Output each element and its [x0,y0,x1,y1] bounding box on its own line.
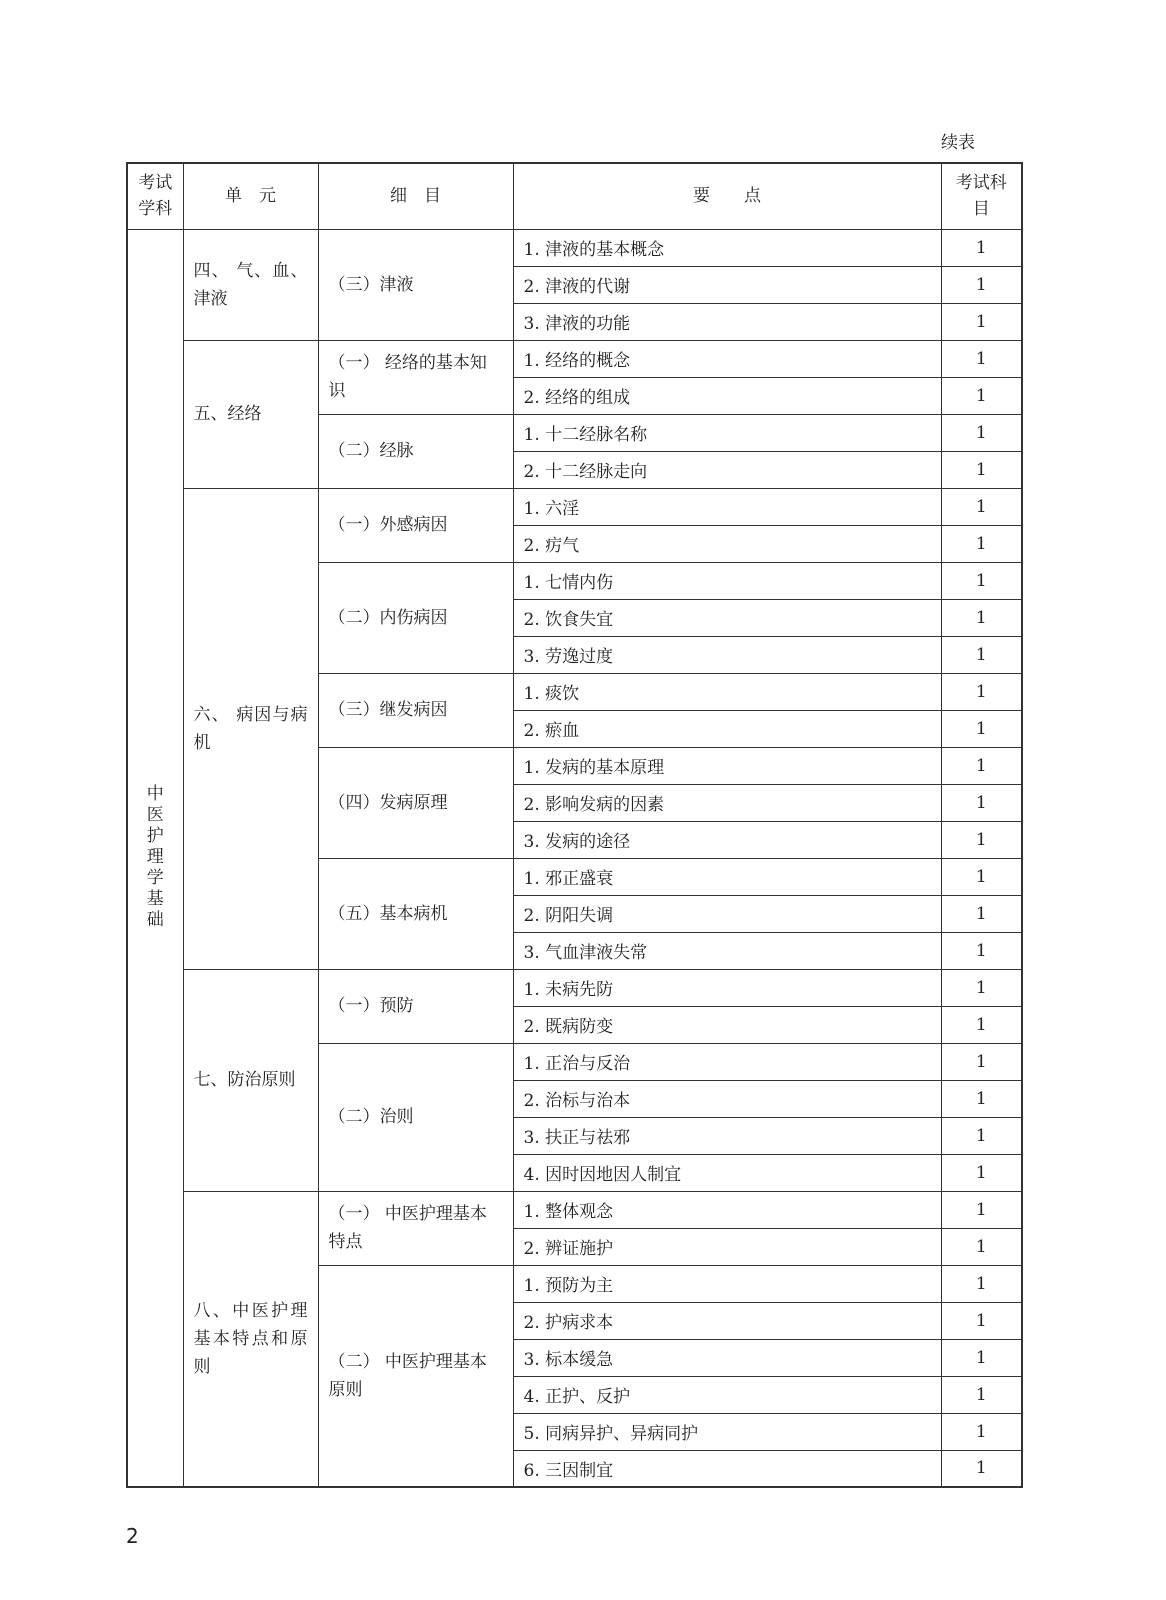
detail-cell: （三）继发病因 [318,673,513,747]
detail-cell: （五）基本病机 [318,858,513,969]
point-cell: 2. 治标与治本 [513,1080,941,1117]
point-cell: 2. 护病求本 [513,1302,941,1339]
table-row [127,340,1022,377]
point-cell: 2. 经络的组成 [513,377,941,414]
point-cell: 2. 津液的代谢 [513,266,941,303]
point-cell: 1. 正治与反治 [513,1043,941,1080]
unit-cell: 八、中医护理基本特点和原则 [183,1191,318,1487]
detail-cell: （二）经脉 [318,414,513,488]
point-cell: 2. 瘀血 [513,710,941,747]
table-row [127,488,1022,525]
unit-cell: 七、防治原则 [183,969,318,1191]
point-cell: 1. 预防为主 [513,1265,941,1302]
point-cell: 1. 整体观念 [513,1191,941,1228]
header-detail: 细 目 [318,163,513,229]
exam-cell: 1 [941,303,1022,340]
exam-cell: 1 [941,377,1022,414]
table-row [127,229,1022,266]
exam-cell: 1 [941,1117,1022,1154]
unit-cell: 四、 气、血、津液 [183,229,318,340]
exam-cell: 1 [941,488,1022,525]
detail-cell: （二） 中医护理基本原则 [318,1265,513,1487]
point-cell: 2. 十二经脉走向 [513,451,941,488]
header-row [127,163,1022,229]
point-cell: 2. 阴阳失调 [513,895,941,932]
exam-cell: 1 [941,451,1022,488]
exam-cell: 1 [941,1339,1022,1376]
point-cell: 1. 未病先防 [513,969,941,1006]
point-cell: 3. 发病的途径 [513,821,941,858]
point-cell: 2. 影响发病的因素 [513,784,941,821]
point-cell: 5. 同病异护、异病同护 [513,1413,941,1450]
continued-label: 续表 [941,133,975,153]
unit-cell: 五、经络 [183,340,318,488]
exam-cell: 1 [941,1413,1022,1450]
exam-cell: 1 [941,1376,1022,1413]
exam-cell: 1 [941,1191,1022,1228]
exam-cell: 1 [941,229,1022,266]
exam-cell: 1 [941,1450,1022,1487]
point-cell: 1. 经络的概念 [513,340,941,377]
table-row [127,969,1022,1006]
exam-cell: 1 [941,599,1022,636]
exam-cell: 1 [941,784,1022,821]
syllabus-table [126,162,1023,1488]
exam-cell: 1 [941,710,1022,747]
exam-cell: 1 [941,1265,1022,1302]
exam-cell: 1 [941,747,1022,784]
subject-label: 中医护理学基础 [146,784,164,931]
header-exam: 考试科目 [941,163,1022,229]
exam-cell: 1 [941,266,1022,303]
point-cell: 1. 津液的基本概念 [513,229,941,266]
point-cell: 1. 十二经脉名称 [513,414,941,451]
unit-cell: 六、 病因与病机 [183,488,318,969]
exam-cell: 1 [941,340,1022,377]
exam-cell: 1 [941,1080,1022,1117]
exam-cell: 1 [941,414,1022,451]
exam-cell: 1 [941,821,1022,858]
point-cell: 2. 饮食失宜 [513,599,941,636]
detail-cell: （四）发病原理 [318,747,513,858]
exam-cell: 1 [941,673,1022,710]
point-cell: 3. 津液的功能 [513,303,941,340]
detail-cell: （一）外感病因 [318,488,513,562]
exam-cell: 1 [941,636,1022,673]
exam-cell: 1 [941,1228,1022,1265]
exam-cell: 1 [941,525,1022,562]
point-cell: 6. 三因制宜 [513,1450,941,1487]
exam-cell: 1 [941,562,1022,599]
detail-cell: （三）津液 [318,229,513,340]
page-number: 2 [126,1524,139,1548]
header-point: 要 点 [513,163,941,229]
point-cell: 1. 痰饮 [513,673,941,710]
point-cell: 3. 扶正与祛邪 [513,1117,941,1154]
exam-cell: 1 [941,1006,1022,1043]
exam-cell: 1 [941,895,1022,932]
subject-cell [127,229,183,1487]
point-cell: 1. 七情内伤 [513,562,941,599]
detail-cell: （一） 经络的基本知识 [318,340,513,414]
header-unit: 单 元 [183,163,318,229]
point-cell: 2. 辨证施护 [513,1228,941,1265]
exam-cell: 1 [941,969,1022,1006]
detail-cell: （二）治则 [318,1043,513,1191]
detail-cell: （一） 中医护理基本特点 [318,1191,513,1265]
table-row [127,1191,1022,1228]
point-cell: 3. 劳逸过度 [513,636,941,673]
point-cell: 1. 发病的基本原理 [513,747,941,784]
point-cell: 4. 因时因地因人制宜 [513,1154,941,1191]
point-cell: 3. 气血津液失常 [513,932,941,969]
point-cell: 1. 六淫 [513,488,941,525]
point-cell: 2. 疠气 [513,525,941,562]
detail-cell: （一）预防 [318,969,513,1043]
point-cell: 4. 正护、反护 [513,1376,941,1413]
point-cell: 1. 邪正盛衰 [513,858,941,895]
point-cell: 3. 标本缓急 [513,1339,941,1376]
point-cell: 2. 既病防变 [513,1006,941,1043]
exam-cell: 1 [941,1154,1022,1191]
header-subject: 考试学科 [127,163,183,229]
exam-cell: 1 [941,858,1022,895]
detail-cell: （二）内伤病因 [318,562,513,673]
exam-cell: 1 [941,1043,1022,1080]
exam-cell: 1 [941,1302,1022,1339]
exam-cell: 1 [941,932,1022,969]
